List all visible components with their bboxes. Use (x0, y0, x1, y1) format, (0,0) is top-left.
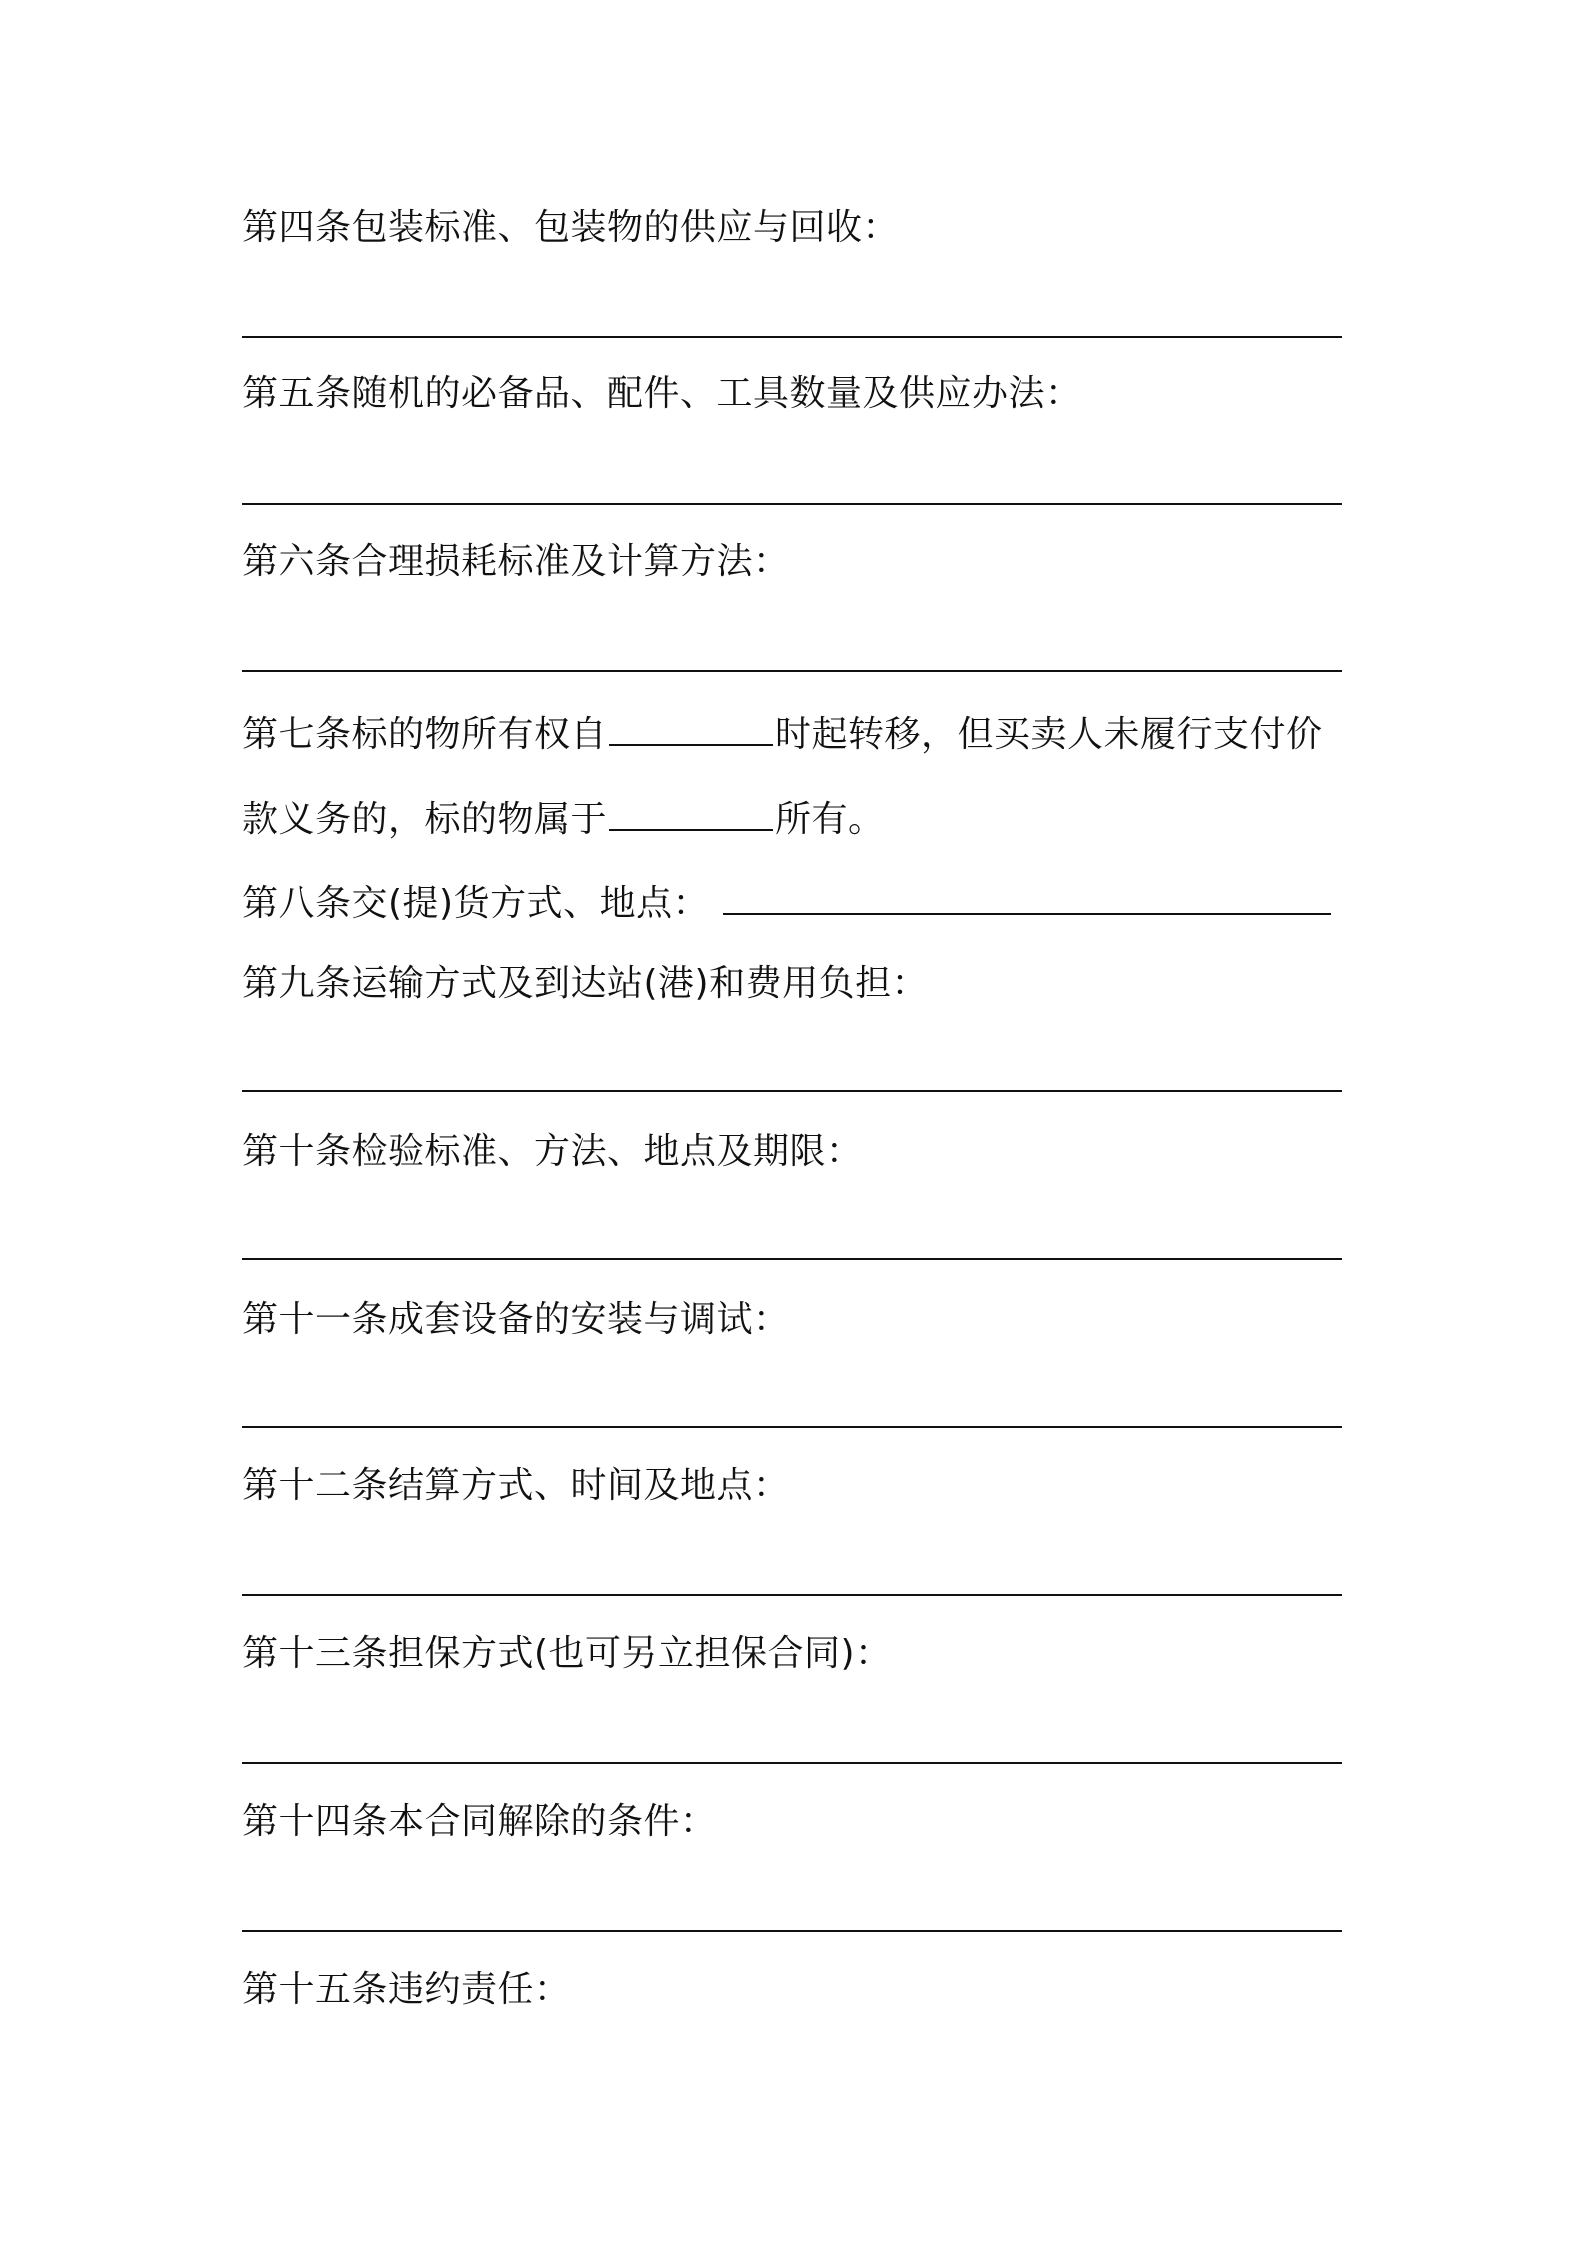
clause-13-heading: 第十三条担保方式(也可另立担保合同)： (242, 1633, 892, 1674)
clause-7-line-1 (242, 713, 1323, 757)
clause-6-heading: 第六条合理损耗标准及计算方法： (242, 541, 790, 582)
clause-4-fill-line (242, 336, 1342, 338)
clause-12-fill-line (242, 1594, 1342, 1596)
clause-7-text-b: 时起转移，但买卖人未履行支付价 (775, 714, 1323, 755)
clause-14-heading: 第十四条本合同解除的条件： (242, 1801, 717, 1842)
clause-11-fill-line (242, 1426, 1342, 1428)
clause-5-heading: 第五条随机的必备品、配件、工具数量及供应办法： (242, 373, 1082, 414)
clause-10-heading: 第十条检验标准、方法、地点及期限： (242, 1131, 863, 1172)
clause-7-text-c: 款义务的，标的物属于 (242, 799, 608, 840)
clause-4-heading: 第四条包装标准、包装物的供应与回收： (242, 207, 900, 248)
clause-9-heading: 第九条运输方式及到达站(港)和费用负担： (242, 963, 929, 1004)
clause-6-fill-line (242, 670, 1342, 672)
clause-7-line-2 (242, 798, 885, 842)
clause-15-heading: 第十五条违约责任： (242, 1969, 571, 2010)
clause-8-heading: 第八条交(提)货方式、地点： (242, 883, 710, 924)
clause-7-blank-time (609, 714, 773, 746)
clause-14-fill-line (242, 1930, 1342, 1932)
clause-7-blank-owner (609, 799, 773, 831)
clause-8-blank (723, 883, 1331, 915)
clause-11-heading: 第十一条成套设备的安装与调试： (242, 1299, 790, 1340)
clause-8-line (242, 882, 1333, 926)
clause-13-fill-line (242, 1762, 1342, 1764)
clause-9-fill-line (242, 1090, 1342, 1092)
clause-10-fill-line (242, 1258, 1342, 1260)
clause-7-text-a: 第七条标的物所有权自 (242, 714, 608, 755)
clause-5-fill-line (242, 503, 1342, 505)
clause-12-heading: 第十二条结算方式、时间及地点： (242, 1465, 790, 1506)
clause-7-text-d: 所有。 (775, 799, 885, 840)
